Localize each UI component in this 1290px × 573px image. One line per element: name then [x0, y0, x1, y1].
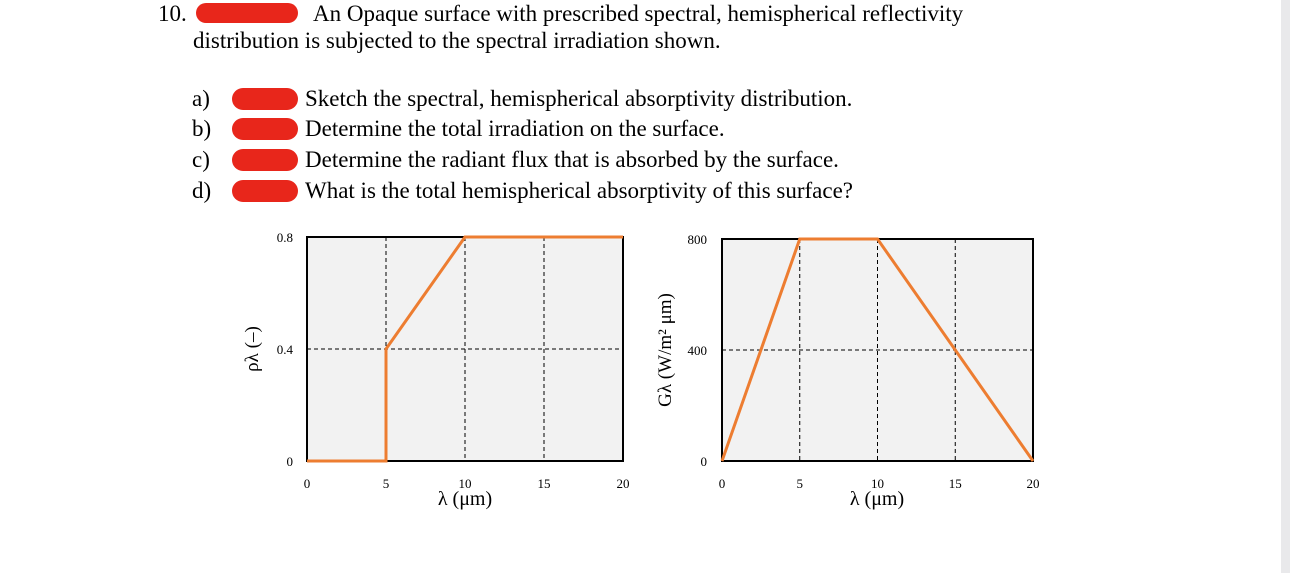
x-tick-label: 10 — [458, 476, 472, 491]
x-tick-label: 0 — [303, 476, 311, 491]
y-tick-label: 0 — [286, 454, 293, 469]
y-tick-label: 0 — [700, 454, 707, 469]
y-axis-label: ρλ (–) — [242, 326, 263, 372]
x-tick-label: 10 — [871, 476, 884, 491]
x-tick-label: 15 — [948, 476, 962, 491]
x-tick-label: 20 — [1026, 476, 1040, 491]
x-axis-label: λ (μm) — [849, 488, 905, 510]
y-axis-label: Gλ (W/m² μm) — [655, 293, 676, 407]
part-a-text: Sketch the spectral, hemispherical absorptivity distribution. — [305, 86, 853, 111]
problem-number: 10. — [158, 1, 187, 26]
part-b-text: Determine the total irradiation on the surface. — [305, 116, 725, 141]
part-a-label: a) — [192, 86, 210, 111]
y-tick-label: 400 — [687, 343, 707, 358]
y-tick-label: 0.8 — [276, 230, 293, 245]
irradiation-chart — [655, 232, 1040, 510]
part-b-label: b) — [192, 116, 212, 141]
x-tick-label: 5 — [382, 476, 390, 491]
x-tick-label: 20 — [616, 476, 630, 491]
problem-stem-line1: An Opaque surface with prescribed spectral, hemispherical reflectivity — [313, 1, 964, 26]
reflectivity-chart — [242, 230, 630, 510]
part-c-label: c) — [192, 147, 210, 172]
part-d-text: What is the total hemispherical absorptivity of this surface? — [305, 178, 854, 203]
x-tick-label: 15 — [537, 476, 551, 491]
part-d-label: d) — [192, 178, 212, 203]
problem-stem-line2: distribution is subjected to the spectral irradiation shown. — [193, 28, 721, 53]
x-tick-label: 0 — [718, 476, 726, 491]
y-tick-label: 0.4 — [276, 342, 293, 357]
part-c-text: Determine the radiant flux that is absorbed by the surface. — [305, 147, 839, 172]
y-tick-label: 800 — [687, 232, 707, 247]
x-tick-label: 5 — [796, 476, 803, 491]
x-axis-label: λ (μm) — [437, 488, 493, 510]
